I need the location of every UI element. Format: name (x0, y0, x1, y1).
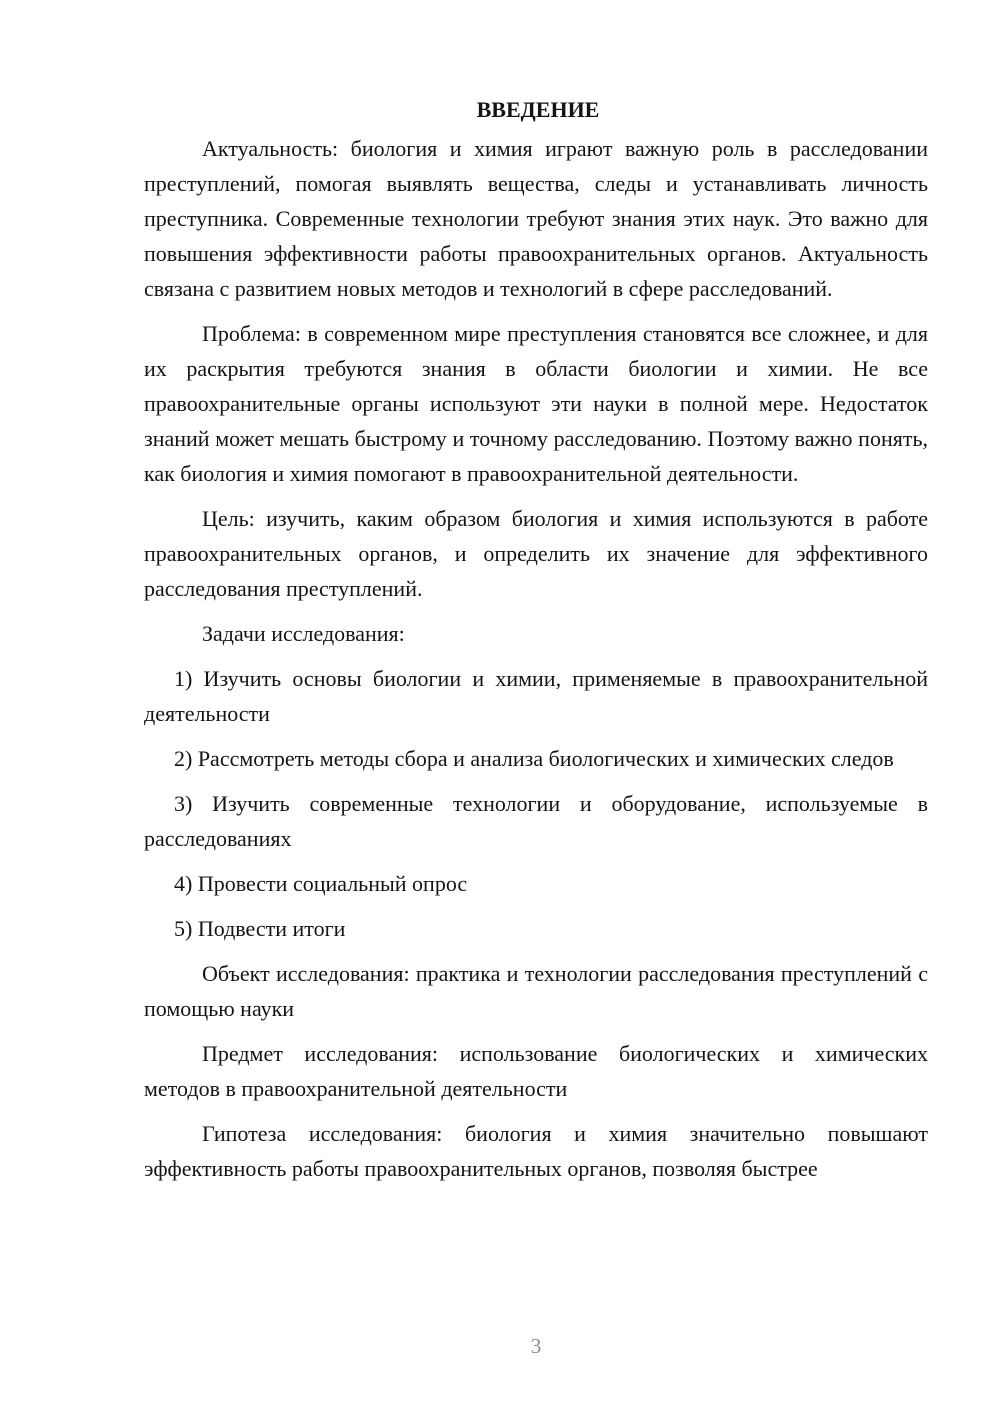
task-item-4: 4) Провести социальный опрос (174, 871, 468, 896)
task-item-1: 1) Изучить основы биологии и химии, применяемые в правоохранительной деятельности (144, 666, 928, 726)
paragraph-tasks-heading: Задачи исследования: (202, 621, 405, 646)
paragraph-object: Объект исследования: практика и технологии расследования преступлений с помощью науки (144, 961, 928, 1021)
paragraph-subject: Предмет исследования: использование биологических и химических методов в правоохранительной деятельности (144, 1041, 928, 1101)
paragraph-relevance: Актуальность: биология и химия играют важную роль в расследовании преступлений, помогая выявлять вещества, следы и устанавливать личность преступника. Современные технологии требуют знания этих наук. Это важно для повышения эффективности работы правоохранительных органов. Актуальность связана с развитием новых методов и технологий в сфере расследований. (144, 136, 928, 301)
paragraph-problem: Проблема: в современном мире преступления становятся все сложнее, и для их раскрытия требуются знания в области биологии и химии. Не все правоохранительные органы используют эти науки в полной мере. Недостаток знаний может мешать быстрому и точному расследованию. Поэтому важно понять, как биология и химия помогают в правоохранительной деятельности. (144, 321, 928, 486)
task-item-3: 3) Изучить современные технологии и оборудование, используемые в расследованиях (144, 791, 928, 851)
paragraph-hypothesis: Гипотеза исследования: биология и химия значительно повышают эффективность работы правоохранительных органов, позволяя быстрее (144, 1121, 928, 1181)
task-item-2: 2) Рассмотреть методы сбора и анализа биологических и химических следов (174, 746, 894, 771)
paragraph-goal: Цель: изучить, каким образом биология и химия используются в работе правоохранительных органов, и определить их значение для эффективного расследования преступлений. (144, 506, 928, 601)
task-item-5: 5) Подвести итоги (174, 916, 346, 941)
document-page (144, 92, 928, 1196)
page-number: 3 (530, 1334, 542, 1358)
section-title: ВВЕДЕНИЕ (476, 97, 600, 122)
